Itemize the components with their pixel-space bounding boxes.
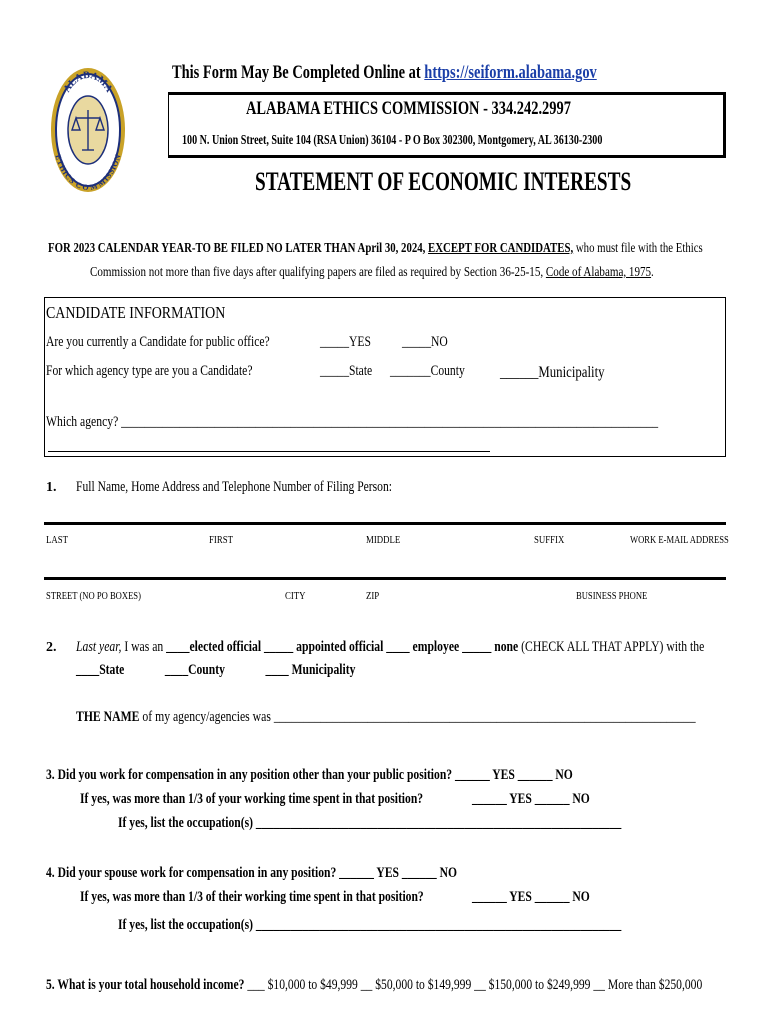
filing-deadline-notice-line2: Commission not more than five days after qualifying papers are filed as required by Section 36-25-15, Code of Alabama, 1975.: [90, 264, 654, 279]
position-type-fields[interactable]: ____elected official _____ appointed official ____ employee _____ none: [166, 639, 519, 655]
section-1-number: 1.: [46, 480, 57, 495]
commission-name: ALABAMA ETHICS COMMISSION - 334.242.2997: [246, 98, 571, 119]
page-title: STATEMENT OF ECONOMIC INTERESTS: [255, 167, 632, 196]
agency-type-question: For which agency type are you a Candidate?: [46, 363, 253, 379]
section-4-sub-question: If yes, was more than 1/3 of their working time spent in that position?: [80, 889, 424, 905]
label-first: FIRST: [209, 534, 233, 546]
section-2-agency-type[interactable]: ____State ____County ____ Municipality: [76, 662, 356, 678]
section-1-label: Full Name, Home Address and Telephone Number of Filing Person:: [76, 479, 392, 495]
section-5-question[interactable]: 5. What is your total household income? ___ $10,000 to $49,999 __ $50,000 to $149,999 __ $150,000 to $249,999 __ More than $250,000: [46, 977, 703, 993]
section-3-sub-question: If yes, was more than 1/3 of your working time spent in that position?: [80, 791, 424, 807]
online-notice: This Form May Be Completed Online at https://seiform.alabama.gov: [172, 62, 597, 83]
agency-type-county-field[interactable]: _______County: [390, 363, 465, 379]
which-agency-field[interactable]: Which agency? ____________________________________________________________________________________________: [46, 414, 659, 430]
section-3-question[interactable]: 3. Did you work for compensation in any position other than your public position? ______ YES ______ NO: [46, 767, 573, 783]
agency-name-field[interactable]: THE NAME of my agency/agencies was ________________________________________________________________________: [76, 709, 696, 725]
label-work-email: WORK E-MAIL ADDRESS: [630, 534, 729, 546]
section-3-sub-answer[interactable]: ______ YES ______ NO: [472, 791, 590, 807]
section-2-question: Last year, I was an ____elected official _____ appointed official ____ employee _____ none (CHECK ALL THAT APPLY) with the: [76, 639, 705, 655]
label-business-phone: BUSINESS PHONE: [576, 590, 648, 602]
which-agency-line2[interactable]: [48, 451, 490, 452]
candidate-yes-field[interactable]: _____YES: [320, 334, 371, 350]
candidate-no-field[interactable]: _____NO: [402, 334, 448, 350]
seiform-link[interactable]: https://seiform.alabama.gov: [424, 62, 597, 83]
agency-type-municipality-field[interactable]: ______Municipality: [500, 364, 605, 381]
section-4-occupation-field[interactable]: If yes, list the occupation(s) _______________________________________________________________: [118, 917, 622, 933]
candidate-question: Are you currently a Candidate for public office?: [46, 334, 270, 350]
svg-text:ALABAMA: ALABAMA: [61, 69, 115, 95]
candidate-heading: CANDIDATE INFORMATION: [46, 303, 226, 322]
section-2-number: 2.: [46, 640, 57, 655]
filing-deadline-notice: FOR 2023 CALENDAR YEAR-TO BE FILED NO LATER THAN April 30, 2024, EXCEPT FOR CANDIDATES, who must file with the Ethics: [48, 240, 703, 255]
name-line[interactable]: [44, 522, 726, 525]
label-zip: ZIP: [366, 590, 380, 602]
section-3-occupation-field[interactable]: If yes, list the occupation(s) _______________________________________________________________: [118, 815, 622, 831]
label-middle: MIDDLE: [366, 534, 401, 546]
commission-address: 100 N. Union Street, Suite 104 (RSA Union) 36104 - P O Box 302300, Montgomery, AL 36130-2300: [182, 133, 603, 148]
address-line[interactable]: [44, 577, 726, 580]
section-4-question[interactable]: 4. Did your spouse work for compensation in any position? ______ YES ______ NO: [46, 865, 458, 881]
label-suffix: SUFFIX: [534, 534, 565, 546]
svg-text:ETHICS COMMISSION: ETHICS COMMISSION: [53, 153, 123, 193]
agency-type-state-field[interactable]: _____State: [320, 363, 373, 379]
label-last: LAST: [46, 534, 68, 546]
label-street: STREET (NO PO BOXES): [46, 590, 141, 602]
ethics-commission-seal: [50, 66, 126, 194]
section-4-sub-answer[interactable]: ______ YES ______ NO: [472, 889, 590, 905]
label-city: CITY: [285, 590, 306, 602]
